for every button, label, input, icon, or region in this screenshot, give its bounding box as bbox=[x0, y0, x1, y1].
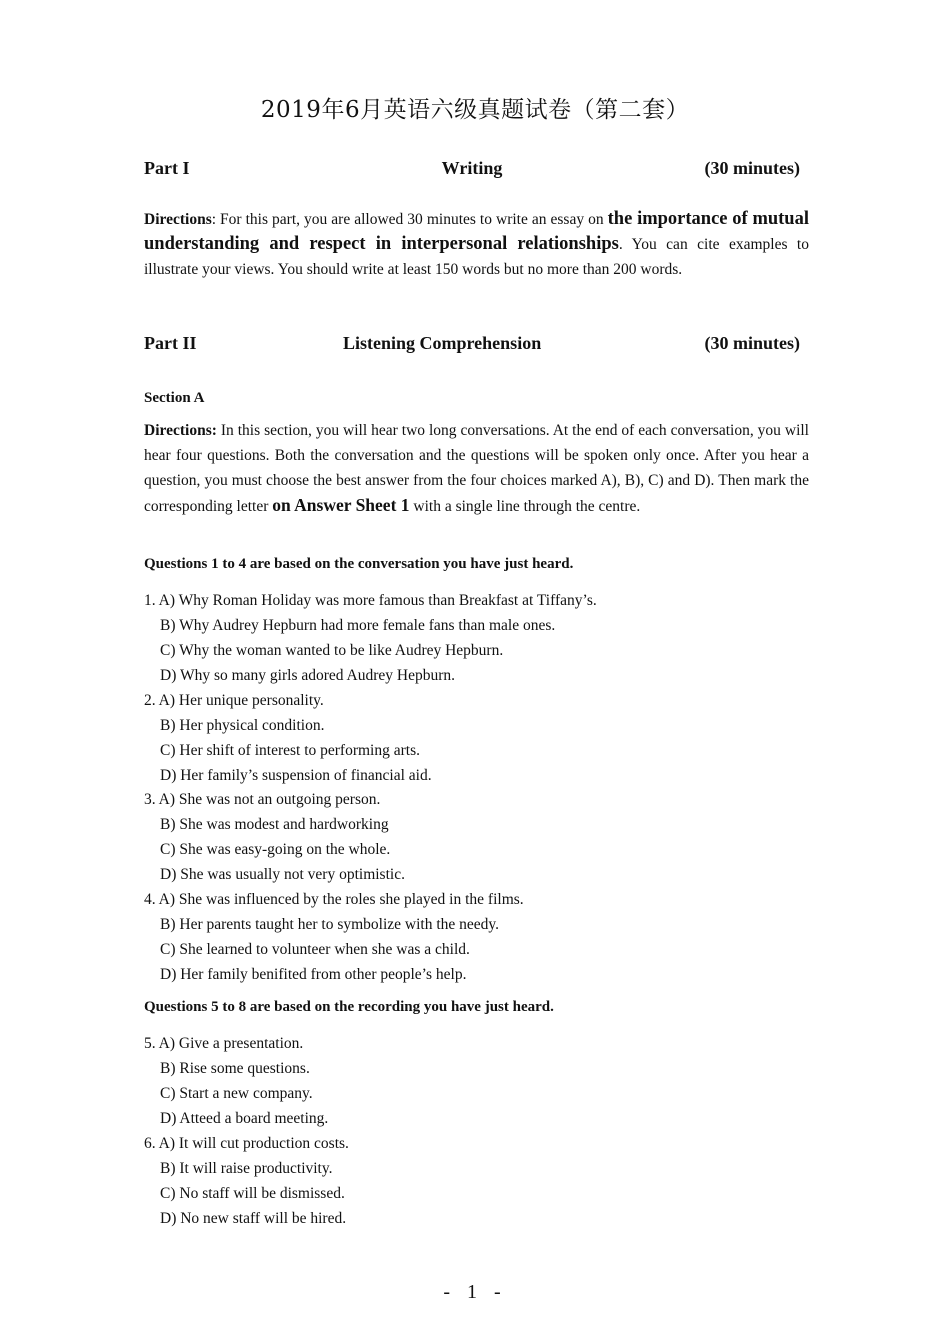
question-6 bbox=[144, 1131, 349, 1231]
part-1-directions bbox=[144, 207, 809, 282]
question-group-header: Questions 1 to 4 are based on the conversation you have just heard. bbox=[144, 556, 574, 572]
page-title: 2019年6月英语六级真题试卷（第二套） bbox=[260, 97, 690, 123]
directions-text: . You can cite examples to illustrate your views. You should write at least 150 words but no more than 200 words. bbox=[144, 236, 809, 278]
directions-text: with a single line through the centre. bbox=[409, 498, 641, 515]
option-b: B) She was modest and hardworking bbox=[160, 816, 389, 833]
question-2 bbox=[144, 688, 432, 788]
question-3 bbox=[144, 787, 405, 887]
part-1-name: Writing bbox=[441, 158, 503, 178]
part-2-time: (30 minutes) bbox=[704, 333, 800, 353]
option-a: 5. A) Give a presentation. bbox=[144, 1035, 304, 1052]
section-a-directions bbox=[144, 418, 809, 519]
part-1-label: Part I bbox=[144, 158, 190, 178]
option-c: C) No staff will be dismissed. bbox=[160, 1185, 345, 1202]
option-d: D) She was usually not very optimistic. bbox=[160, 866, 405, 883]
option-a: 3. A) She was not an outgoing person. bbox=[144, 791, 381, 808]
option-b: B) Her parents taught her to symbolize with the needy. bbox=[160, 916, 500, 933]
option-d: D) Her family benifited from other people’s help. bbox=[160, 966, 467, 983]
directions-label: Directions: bbox=[144, 422, 217, 439]
option-a: 1. A) Why Roman Holiday was more famous than Breakfast at Tiffany’s. bbox=[144, 592, 597, 609]
option-b: B) Why Audrey Hepburn had more female fans than male ones. bbox=[160, 617, 556, 634]
option-d: D) No new staff will be hired. bbox=[160, 1210, 347, 1227]
part-1-time: (30 minutes) bbox=[704, 158, 800, 178]
directions-text: : For this part, you are allowed 30 minutes to write an essay on bbox=[211, 211, 608, 228]
part-2-name: Listening Comprehension bbox=[343, 333, 542, 353]
option-b: B) Her physical condition. bbox=[160, 717, 325, 734]
option-d: D) Atteed a board meeting. bbox=[160, 1110, 329, 1127]
page-number: - 1 - bbox=[443, 1281, 507, 1303]
option-d: D) Her family’s suspension of financial aid. bbox=[160, 767, 432, 784]
section-a-label: Section A bbox=[144, 390, 205, 406]
question-group-header: Questions 5 to 8 are based on the recording you have just heard. bbox=[144, 999, 554, 1015]
option-b: B) Rise some questions. bbox=[160, 1060, 310, 1077]
option-c: C) Why the woman wanted to be like Audrey Hepburn. bbox=[160, 642, 504, 659]
option-c: C) She learned to volunteer when she was a child. bbox=[160, 941, 470, 958]
option-d: D) Why so many girls adored Audrey Hepburn. bbox=[160, 667, 456, 684]
directions-text: In this section, you will hear two long conversations. At the end of each conversation, you will hear four questions. Both the conversation and the questions will be spoken only once. After you hear a question, you must choose the best answer from the four choices marked A), B), C) and D). Then mark the corresponding letter bbox=[144, 422, 809, 515]
option-c: C) She was easy-going on the whole. bbox=[160, 841, 391, 858]
answer-sheet-emphasis: on Answer Sheet 1 bbox=[272, 495, 410, 515]
option-a: 2. A) Her unique personality. bbox=[144, 692, 324, 709]
part-2-header bbox=[144, 333, 800, 357]
option-c: C) Her shift of interest to performing arts. bbox=[160, 742, 420, 759]
question-4 bbox=[144, 887, 524, 987]
option-a: 4. A) She was influenced by the roles she played in the films. bbox=[144, 891, 524, 908]
part-1-header bbox=[144, 158, 800, 182]
directions-label: Directions bbox=[144, 211, 212, 228]
question-1 bbox=[144, 588, 597, 688]
part-2-label: Part II bbox=[144, 333, 197, 353]
question-5 bbox=[144, 1031, 328, 1131]
option-c: C) Start a new company. bbox=[160, 1085, 313, 1102]
essay-topic: the importance of mutual understanding and respect in interpersonal relationships bbox=[144, 209, 809, 254]
option-b: B) It will raise productivity. bbox=[160, 1160, 333, 1177]
option-a: 6. A) It will cut production costs. bbox=[144, 1135, 349, 1152]
